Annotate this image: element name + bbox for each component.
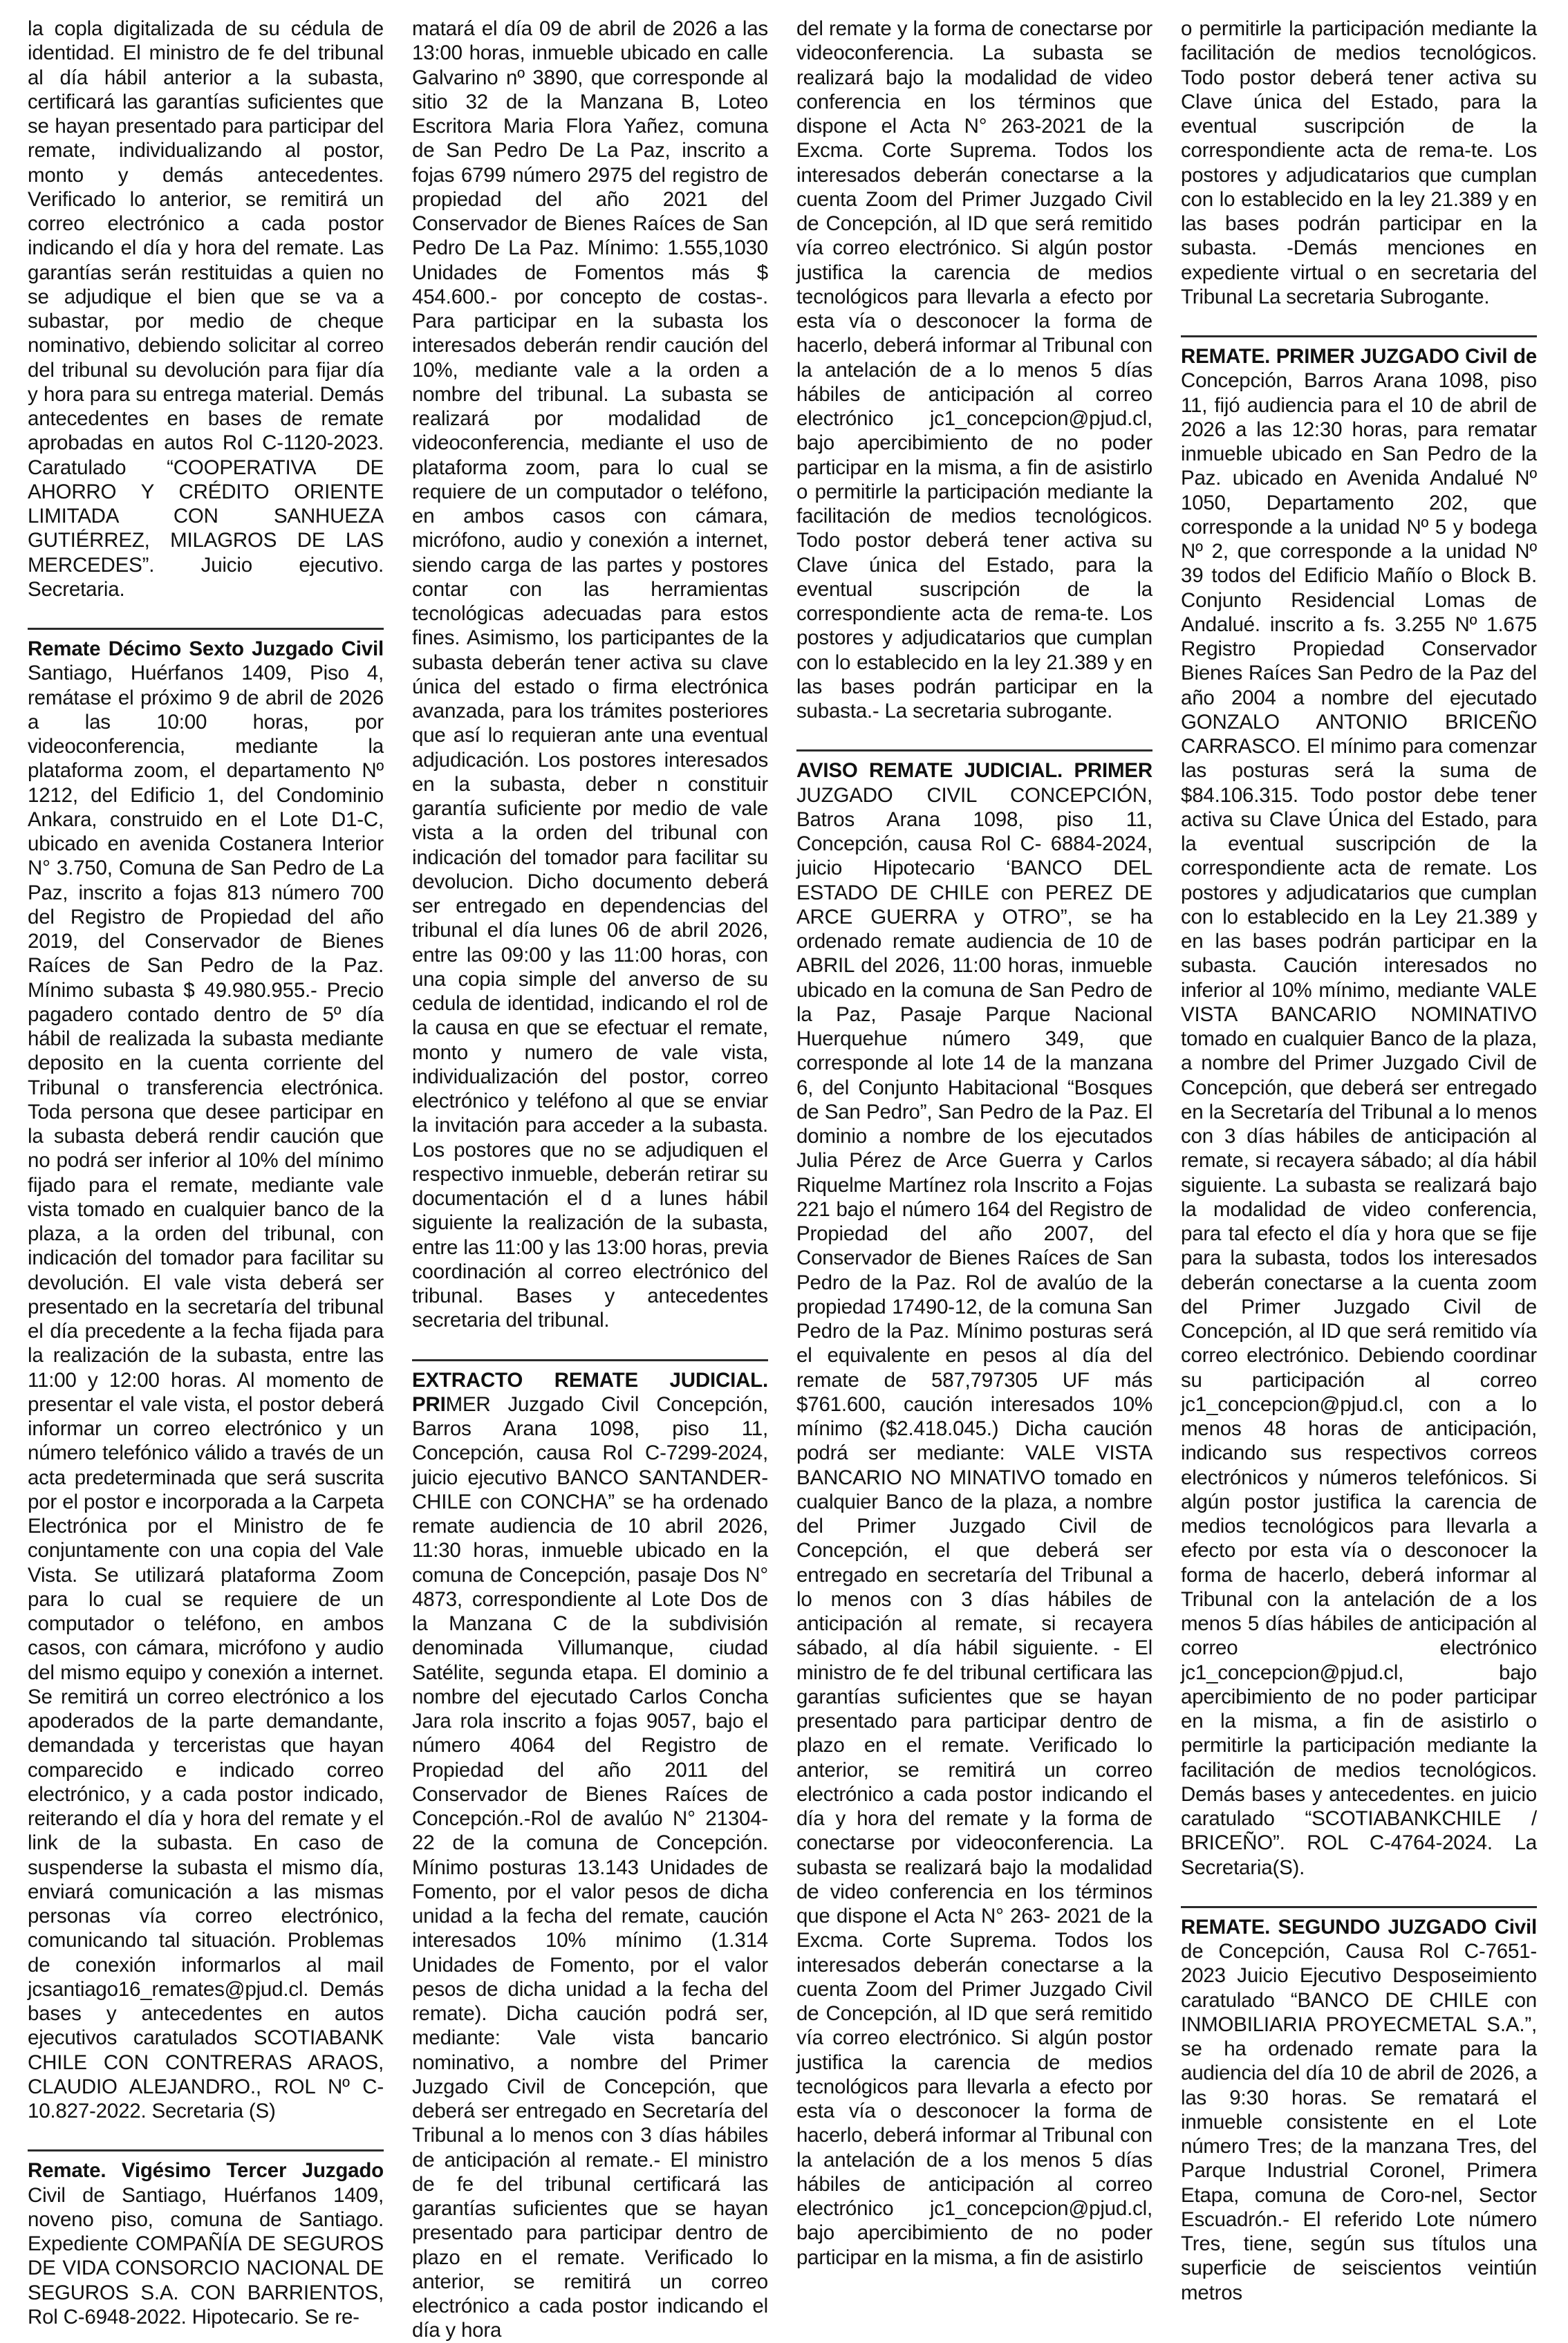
notice-text (1181, 1915, 1537, 2305)
notice-text (412, 1368, 768, 2343)
notice-aviso-remate-judicial (796, 749, 1152, 2270)
notice-continuation (28, 17, 384, 601)
notice-body: Concepción, Barros Arana 1098, piso 11, fijó audiencia para el 10 de abril de 2026 a las 12:30 horas, para rematar inmueble ubicado en San Pedro de la Paz. ubicado en Avenida Andalué Nº 1050, Departamento 202, que corresponde a la unidad Nº 5 y bodega Nº 2, que corresponde a la unidad Nº 39 todos del Edificio Mañío o Block B. Conjunto Residencial Lomas de Andalué. inscrito a fs. 3.255 Nº 1.675 Registro Propiedad Conservador Bienes Raíces San Pedro de la Paz del año 2004 a nombre del ejecutado GONZALO ANTONIO BRICEÑO CARRASCO. El mínimo para comenzar las posturas será la suma de $84.106.315. Todo postor debe tener activa su Clave Única del Estado, para la eventual suscripción de la correspondiente acta de remate. Los postores y adjudicatarios que cumplan con lo establecido en la Ley 21.389 y en las bases podrán participar en la subasta. Caución interesados no inferior al 10% mínimo, mediante VALE VISTA BANCARIO NOMINATIVO tomado en cualquier Banco de la plaza, a nombre del Primer Juzgado Civil de Concepción, que deberá ser entregado en la Secretaría del Tribunal a lo menos con 3 días hábiles de anticipación al remate, si recayera sábado; al día hábil siguiente. La subasta se realizará bajo la modalidad de video conferencia, para tal efecto el día y hora que se fije para la subasta, todos los interesados deberán conectarse a la cuenta zoom del Primer Juzgado Civil de Concepción, al ID que será remitido vía correo electrónico. Debiendo coordinar su participación al correo jc1_concepcion@pjud.cl, con a lo menos 48 horas de anticipación, indicando sus respectivos correos electrónicos y números telefónicos. Si algún postor justifica la carencia de medios tecnológicos para llevarla a efecto por esta vía o desconocer la forma de hacerlo, deberá informar al Tribunal con la antelación de a los menos 5 días hábiles de anticipación al correo electrónico jc1_concepcion@pjud.cl, bajo apercibimiento de no poder participar en la misma, a fin de asistirlo o permitirle la participación mediante la facilitación de medios tecnológicos. Demás bases y antecedentes. en juicio caratulado “SCOTIABANKCHILE / BRICEÑO”. ROL C-4764-2024. La Secretaria(S). (1181, 369, 1537, 1879)
notice-lead: REMATE. PRIMER JUZGADO Civil de (1181, 345, 1537, 368)
notice-text (1181, 17, 1537, 309)
notice-body: MER Juzgado Civil Concepción, Barros Arana 1098, piso 11, Concepción, causa Rol C-7299-2024, juicio ejecutivo BANCO SANTANDER-CHILE con CONCHA” se ha ordenado remate audiencia de 10 abril 2026, 11:30 horas, inmueble ubicado en la comuna de Concepción, pasaje Dos N° 4873, correspondiente al Lote Dos de la Manzana C de la subdivisión denominada Villumanque, ciudad Satélite, segunda etapa. El dominio a nombre del ejecutado Carlos Concha Jara rola inscrito a fojas 9057, bajo el número 4064 del Registro de Propiedad del año 2011 del Conservador de Bienes Raíces de Concepción.-Rol de avalúo N° 21304-22 de la comuna de Concepción. Mínimo posturas 13.143 Unidades de Fomento, por el valor pesos de dicha unidad a la fecha del remate, caución interesados 10% mínimo (1.314 Unidades de Fomento, por el valor pesos de dicha unidad a la fecha del remate). Dicha caución podrá ser, mediante: Vale vista bancario nominativo, a nombre del Primer Juzgado Civil de Concepción, que deberá ser entregado en Secretaría del Tribunal a lo menos con 3 días hábiles de anticipación al remate.- El ministro de fe del tribunal certificará las garantías suficientes que se hayan presentado para participar dentro de plazo en el remate. Verificado lo anterior, se remitirá un correo electrónico a cada postor indicando el día y hora (412, 1392, 768, 2342)
notice-text (28, 2158, 384, 2329)
notice-body: matará el día 09 de abril de 2026 a las 13:00 horas, inmueble ubicado en calle Galvarino nº 3890, que corresponde al sitio 32 de la Manzana B, Loteo Escritora Maria Flora Yañez, comuna de San Pedro De La Paz, inscrito a fojas 6799 número 2975 del registro de propiedad del año 2021 del Conservador de Bienes Raíces de San Pedro De La Paz. Mínimo: 1.555,1030 Unidades de Fomentos más $ 454.600.- por concepto de costas-. Para participar en la subasta los interesados deberán rendir caución del 10%, mediante vale a la orden a nombre del tribunal. La subasta se realizará por modalidad de videoconferencia, mediante el uso de plataforma zoom, para lo cual se requiere de un computador o teléfono, en ambos casos con cámara, micrófono, audio y conexión a internet, siendo carga de las partes y postores contar con las herramientas tecnológicas adecuadas para estos fines. Asimismo, los participantes de la subasta deberán tener activa su clave única del estado o firma electrónica avanzada, para los trámites posteriores que así lo requieran ante una eventual adjudicación. Los postores interesados en la subasta, deber n constituir garantía suficiente por medio de vale vista a la orden del tribunal con indicación del tomador para facilitar su devolucion. Dicho documento deberá ser entregado en dependencias del tribunal el día lunes 06 de abril 2026, entre las 09:00 y las 11:00 horas, con una copia simple del anverso de su cedula de identidad, indicando el rol de la causa en que se efectuar el remate, monto y numero de vale vista, individualización del postor, correo electrónico y teléfono al que se enviar la invitación para acceder a la subasta. Los postores que no se adjudiquen el respectivo inmueble, deberán retirar su documentación el d a lunes hábil siguiente la realización de la subasta, entre las 11:00 y las 13:00 horas, previa coordinación al correo electrónico del tribunal. Bases y antecedentes secretaria del tribunal. (412, 17, 768, 1332)
notice-remate-decimo-sexto (28, 628, 384, 2123)
notice-lead: Remate Décimo Sexto Juzgado Civil (28, 637, 384, 660)
notice-remate-vigesimo-tercer (28, 2149, 384, 2329)
notice-text (28, 637, 384, 2123)
notice-body: la copla digitalizada de su cédula de identidad. El ministro de fe del tribunal al día hábil anterior a la subasta, certificará las garantías suficientes que se hayan presentado para participar del remate, individualizando al postor, monto y demás antecedentes. Verificado lo anterior, se remitirá un correo electrónico a cada postor indicando el día y hora del remate. Las garantías serán restituidas a quien no se adjudique el bien que se va a subastar, por medio de cheque nominativo, debiendo solicitar al correo del tribunal su devolución para fijar día y hora para su entrega material. Demás antecedentes en bases de remate aprobadas en autos Rol C-1120-2023. Caratulado “COOPERATIVA DE AHORRO Y CRÉDITO ORIENTE LIMITADA CON SANHUEZA GUTIÉRREZ, MILAGROS DE LAS MERCEDES”. Juicio ejecutivo. Secretaria. (28, 17, 384, 601)
notice-body: JUZGADO CIVIL CONCEPCIÓN, Batros Arana 1098, piso 11, Concepción, causa Rol C- 6884-2024, juicio Hipotecario ‘BANCO DEL ESTADO DE CHILE con PEREZ DE ARCE GUERRA y OTRO”, se ha ordenado remate audiencia de 10 de ABRIL del 2026, 11:00 horas, inmueble ubicado en la comuna de San Pedro de la Paz, Pasaje Parque Nacional Huerquehue número 349, que corresponde al lote 14 de la manzana 6, del Conjunto Habitacional “Bosques de San Pedro”, San Pedro de la Paz. El dominio a nombre de los ejecutados Julia Pérez de Arce Guerra y Carlos Riquelme Martínez rola Inscrito a Fojas 221 bajo el número 164 del Registro de Propiedad del año 2007, del Conservador de Bienes Raíces de San Pedro de la Paz. Rol de avalúo de la propiedad 17490-12, de la comuna San Pedro de la Paz. Mínimo posturas será el equivalente en pesos al día del remate de 587,797305 UF más $761.600, caución interesados 10% mínimo ($2.418.045.) Dicha caución podrá ser mediante: VALE VISTA BANCARIO NO MINATIVO tomado en cualquier Banco de la plaza, a nombre del Primer Juzgado Civil de Concepción, el que deberá ser entregado en secretaría del Tribunal a lo menos con 3 días hábiles de anticipación al remate, si recayera sábado, al día hábil siguiente. - El ministro de fe del tribunal certificara las garantías suficientes que se hayan presentado para participar dentro de plazo en el remate. Verificado lo anterior, se remitirá un correo electrónico a cada postor indicando el día y hora del remate y la forma de conectarse por videoconferencia. La subasta se realizará bajo la modalidad de video conferencia en los términos que dispone el Acta N° 263- 2021 de la Excma. Corte Suprema. Todos los interesados deberán conectarse a la cuenta Zoom del Primer Juzgado Civil de Concepción, al ID que será remitido vía correo electrónico. Si algún postor justifica la carencia de medios tecnológicos para llevarla a efecto por esta vía o desconocer la forma de hacerlo, deberá informar al Tribunal con la antelación de a los menos 5 días hábiles de anticipación al correo electrónico jc1_concepcion@pjud.cl, bajo apercibimiento de no poder participar en la misma, a fin de asistirlo (796, 783, 1152, 2269)
notice-body: del remate y la forma de conectarse por videoconferencia. La subasta se realizará bajo la modalidad de video conferencia en los términos que dispone el Acta N° 263-2021 de la Excma. Corte Suprema. Todos los interesados deberán conectarse a la cuenta Zoom del Primer Juzgado Civil de Concepción, al ID que será remitido vía correo electrónico. Si algún postor justifica la carencia de medios tecnológicos para llevarla a efecto por esta vía o desconocer la forma de hacerlo, deberá informar al Tribunal con la antelación de a lo menos 5 días hábiles de anticipación al correo electrónico jc1_concepcion@pjud.cl, bajo apercibimiento de no poder participar en la misma, a fin de asistirlo o permitirle la participación mediante la facilitación de medios tecnológicos. Todo postor deberá tener activa su Clave única del Estado, para la eventual suscripción de la correspondiente acta de rema-te. Los postores y adjudicatarios que cumplan con lo establecido en la ley 21.389 y en las bases podrán participar en la subasta.- La secretaria subrogante. (796, 17, 1152, 722)
notice-continuation (796, 17, 1152, 723)
notice-lead: REMATE. SEGUNDO JUZGADO Civil (1181, 1915, 1537, 1939)
column-3 (796, 17, 1152, 2269)
notice-body: o permitirle la participación mediante la facilitación de medios tecnológicos. Todo postor deberá tener activa su Clave única del Estado, para la eventual suscripción de la correspondiente acta de rema-te. Los postores y adjudicatarios que cumplan con lo establecido en la ley 21.389 y en las bases podrán participar en la subasta. -Demás menciones en expediente virtual o en secretaria del Tribunal La secretaria Subrogante. (1181, 17, 1537, 308)
newspaper-page (28, 17, 1540, 2342)
notice-continuation (1181, 17, 1537, 309)
notice-continuation (412, 17, 768, 1333)
notice-body: de Concepción, Causa Rol C-7651-2023 Juicio Ejecutivo Desposeimiento caratulado “BANCO DE CHILE con INMOBILIARIA PROYECMETAL S.A.”, se ha ordenado remate para la audiencia del día 10 de abril de 2026, a las 9:30 horas. Se rematará el inmueble consistente en el Lote número Tres; de la manzana Tres, del Parque Industrial Coronel, Primera Etapa, comuna de Coro-nel, Sector Escuadrón.- El referido Lote número Tres, tiene, según sus títulos una superficie de seiscientos veintiún metros (1181, 1940, 1537, 2304)
column-4 (1181, 17, 1537, 2304)
notice-lead: EXTRACTO REMATE JUDICIAL. PRI (412, 1368, 768, 1416)
notice-text (796, 758, 1152, 2270)
notice-text (796, 17, 1152, 723)
notice-body: Santiago, Huérfanos 1409, Piso 4, remátase el próximo 9 de abril de 2026 a las 10:00 horas, por videoconferencia, mediante la plataforma zoom, el departamento Nº 1212, del Edificio 1, del Condominio Ankara, construido en el Lote D1-C, ubicado en avenida Costanera Interior N° 3.750, Comuna de San Pedro de La Paz, inscrito a fojas 813 número 700 del Registro de Propiedad del año 2019, del Conservador de Bienes Raíces de San Pedro de la Paz. Mínimo subasta $ 49.980.955.- Precio pagadero contado dentro de 5º día hábil de realizada la subasta mediante deposito en la cuenta corriente del Tribunal o transferencia electrónica. Toda persona que desee participar en la subasta deberá rendir caución que no podrá ser inferior al 10% del mínimo fijado para el remate, mediante vale vista tomado en cualquier banco de la plaza, a la orden del tribunal, con indicación del tomador para facilitar su devolución. El vale vista deberá ser presentado en la secretaría del tribunal el día precedente a la fecha fijada para la realización de la subasta, entre las 11:00 y 12:00 horas. Al momento de presentar el vale vista, el postor deberá informar un correo electrónico y un número telefónico válido a través de un acta predeterminada que será suscrita por el postor e incorporada a la Carpeta Electrónica por el Ministro de fe conjuntamente con una copia del Vale Vista. Se utilizará plataforma Zoom para lo cual se requiere de un computador o teléfono, en ambos casos, con cámara, micrófono y audio del mismo equipo y conexión a internet. Se remitirá un correo electrónico a los apoderados de la parte demandante, demandada y terceristas que hayan comparecido e indicado correo electrónico, y a cada postor indicado, reiterando el día y hora del remate y el link de la subasta. En caso de suspenderse la subasta el mismo día, enviará comunicación a las mismas personas vía correo electrónico, comunicando tal situación. Problemas de conexión informarlos al mail jcsantiago16_remates@pjud.cl. Demás bases y antecedentes en autos ejecutivos caratulados SCOTIABANK CHILE CON CONTRERAS ARAOS, CLAUDIO ALEJANDRO., ROL Nº C-10.827-2022. Secretaria (S) (28, 662, 384, 2122)
notice-extracto-remate-judicial (412, 1359, 768, 2343)
notice-lead: AVISO REMATE JUDICIAL. PRIMER (796, 759, 1152, 783)
notice-text (1181, 344, 1537, 1880)
notice-text (28, 17, 384, 601)
notice-remate-primer-juzgado (1181, 335, 1537, 1880)
column-1 (28, 17, 384, 2328)
notice-lead: Remate. Vigésimo Tercer Juzgado (28, 2159, 384, 2183)
column-2 (412, 17, 768, 2342)
notice-body: Civil de Santiago, Huérfanos 1409, noveno piso, comuna de Santiago. Expediente COMPAÑÍA DE SEGUROS DE VIDA CONSORCIO NACIONAL DE SEGUROS S.A. CON BARRIENTOS, Rol C-6948-2022. Hipotecario. Se re- (28, 2183, 384, 2328)
notice-remate-segundo-juzgado (1181, 1906, 1537, 2305)
notice-text (412, 17, 768, 1333)
